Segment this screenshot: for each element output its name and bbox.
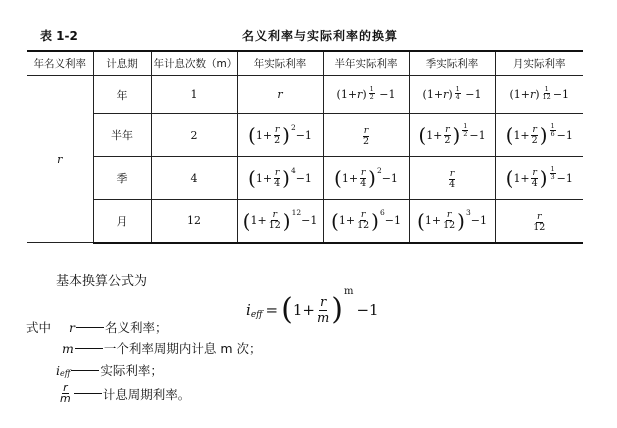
table-row: [27, 114, 583, 157]
formula-cell: (1+ r ) $\frac{1}{2}$ −1: [323, 76, 409, 114]
header-quarterly: 季实际利率: [409, 51, 495, 76]
header-monthly: 月实际利率: [495, 51, 583, 76]
table-header-row: [27, 51, 583, 76]
nominal-rate-cell: r: [27, 76, 93, 243]
compounds-cell: 2: [151, 114, 237, 157]
header-compounds: 年计息次数（m）: [151, 51, 237, 76]
header-nominal-rate: 年名义利率: [27, 51, 93, 76]
table-title: 名义利率与实际利率的换算: [241, 29, 398, 43]
definition-m-text: 一个利率周期内计息 m 次；: [103, 341, 262, 356]
compounds-cell: 1: [151, 76, 237, 114]
table-row: [27, 157, 583, 200]
formula-cell: ( 1+ $\frac{r}{2}$ ) $\frac{1}{6}$ −1: [495, 114, 583, 157]
definition-r-text: 名义利率；: [105, 320, 168, 335]
formula-cell: $\frac{r}{4}$: [409, 157, 495, 200]
formula-cell: ( 1+ $\frac{r}{4}$ ) $\frac{1}{3}$ −1: [495, 157, 583, 200]
formula-cell: ( 1+ $\frac{r}{4}$ ) 2 −1: [323, 157, 409, 200]
formula-cell: r: [237, 76, 323, 114]
formula-cell: ( 1+ $\frac{r}{2}$ ) 2 −1: [237, 114, 323, 157]
table-number: 表 1-2: [40, 29, 78, 43]
definition-rm-text: 计息周期利率。: [102, 386, 191, 402]
formula-cell: $\frac{r}{12}$: [495, 200, 583, 243]
definition-ieff: i eff 实际利率；: [56, 362, 163, 378]
compounds-cell: 12: [151, 200, 237, 243]
formula-intro: 基本换算公式为: [56, 274, 148, 289]
table-caption: [40, 27, 600, 45]
formula-cell: $\frac{r}{2}$: [323, 114, 409, 157]
period-cell: 月: [93, 200, 151, 243]
definition-lead: 式中: [26, 320, 52, 335]
formula-cell: (1+ r ) $\frac{1}{12}$ −1: [495, 76, 583, 114]
definition-m: m 一个利率周期内计息 m 次；: [62, 340, 262, 356]
header-semiannual: 半年实际利率: [323, 51, 409, 76]
formula-cell: ( 1+ $\frac{r}{12}$ ) 12 −1: [237, 200, 323, 243]
conversion-formula: i eff = ( 1+ $\frac{r}{m}$ ) m −1: [246, 286, 379, 327]
definition-rm: $\frac{r}{m}$ 计息周期利率。: [60, 381, 191, 405]
formula-cell: ( 1+ $\frac{r}{12}$ ) 3 −1: [409, 200, 495, 243]
compounds-cell: 4: [151, 157, 237, 200]
period-cell: 年: [93, 76, 151, 114]
period-cell: 半年: [93, 114, 151, 157]
table-row: [27, 76, 583, 114]
formula-cell: ( 1+ $\frac{r}{4}$ ) 4 −1: [237, 157, 323, 200]
rate-conversion-table: [27, 50, 583, 244]
header-period: 计息期: [93, 51, 151, 76]
table-row: [27, 200, 583, 243]
definition-ieff-text: 实际利率；: [100, 363, 163, 378]
formula-cell: (1+ r ) $\frac{1}{4}$ −1: [409, 76, 495, 114]
period-cell: 季: [93, 157, 151, 200]
definition-r: 式中 r 名义利率；: [26, 319, 168, 335]
formula-cell: ( 1+ $\frac{r}{12}$ ) 6 −1: [323, 200, 409, 243]
header-annual: 年实际利率: [237, 51, 323, 76]
formula-cell: ( 1+ $\frac{r}{2}$ ) $\frac{1}{2}$ −1: [409, 114, 495, 157]
